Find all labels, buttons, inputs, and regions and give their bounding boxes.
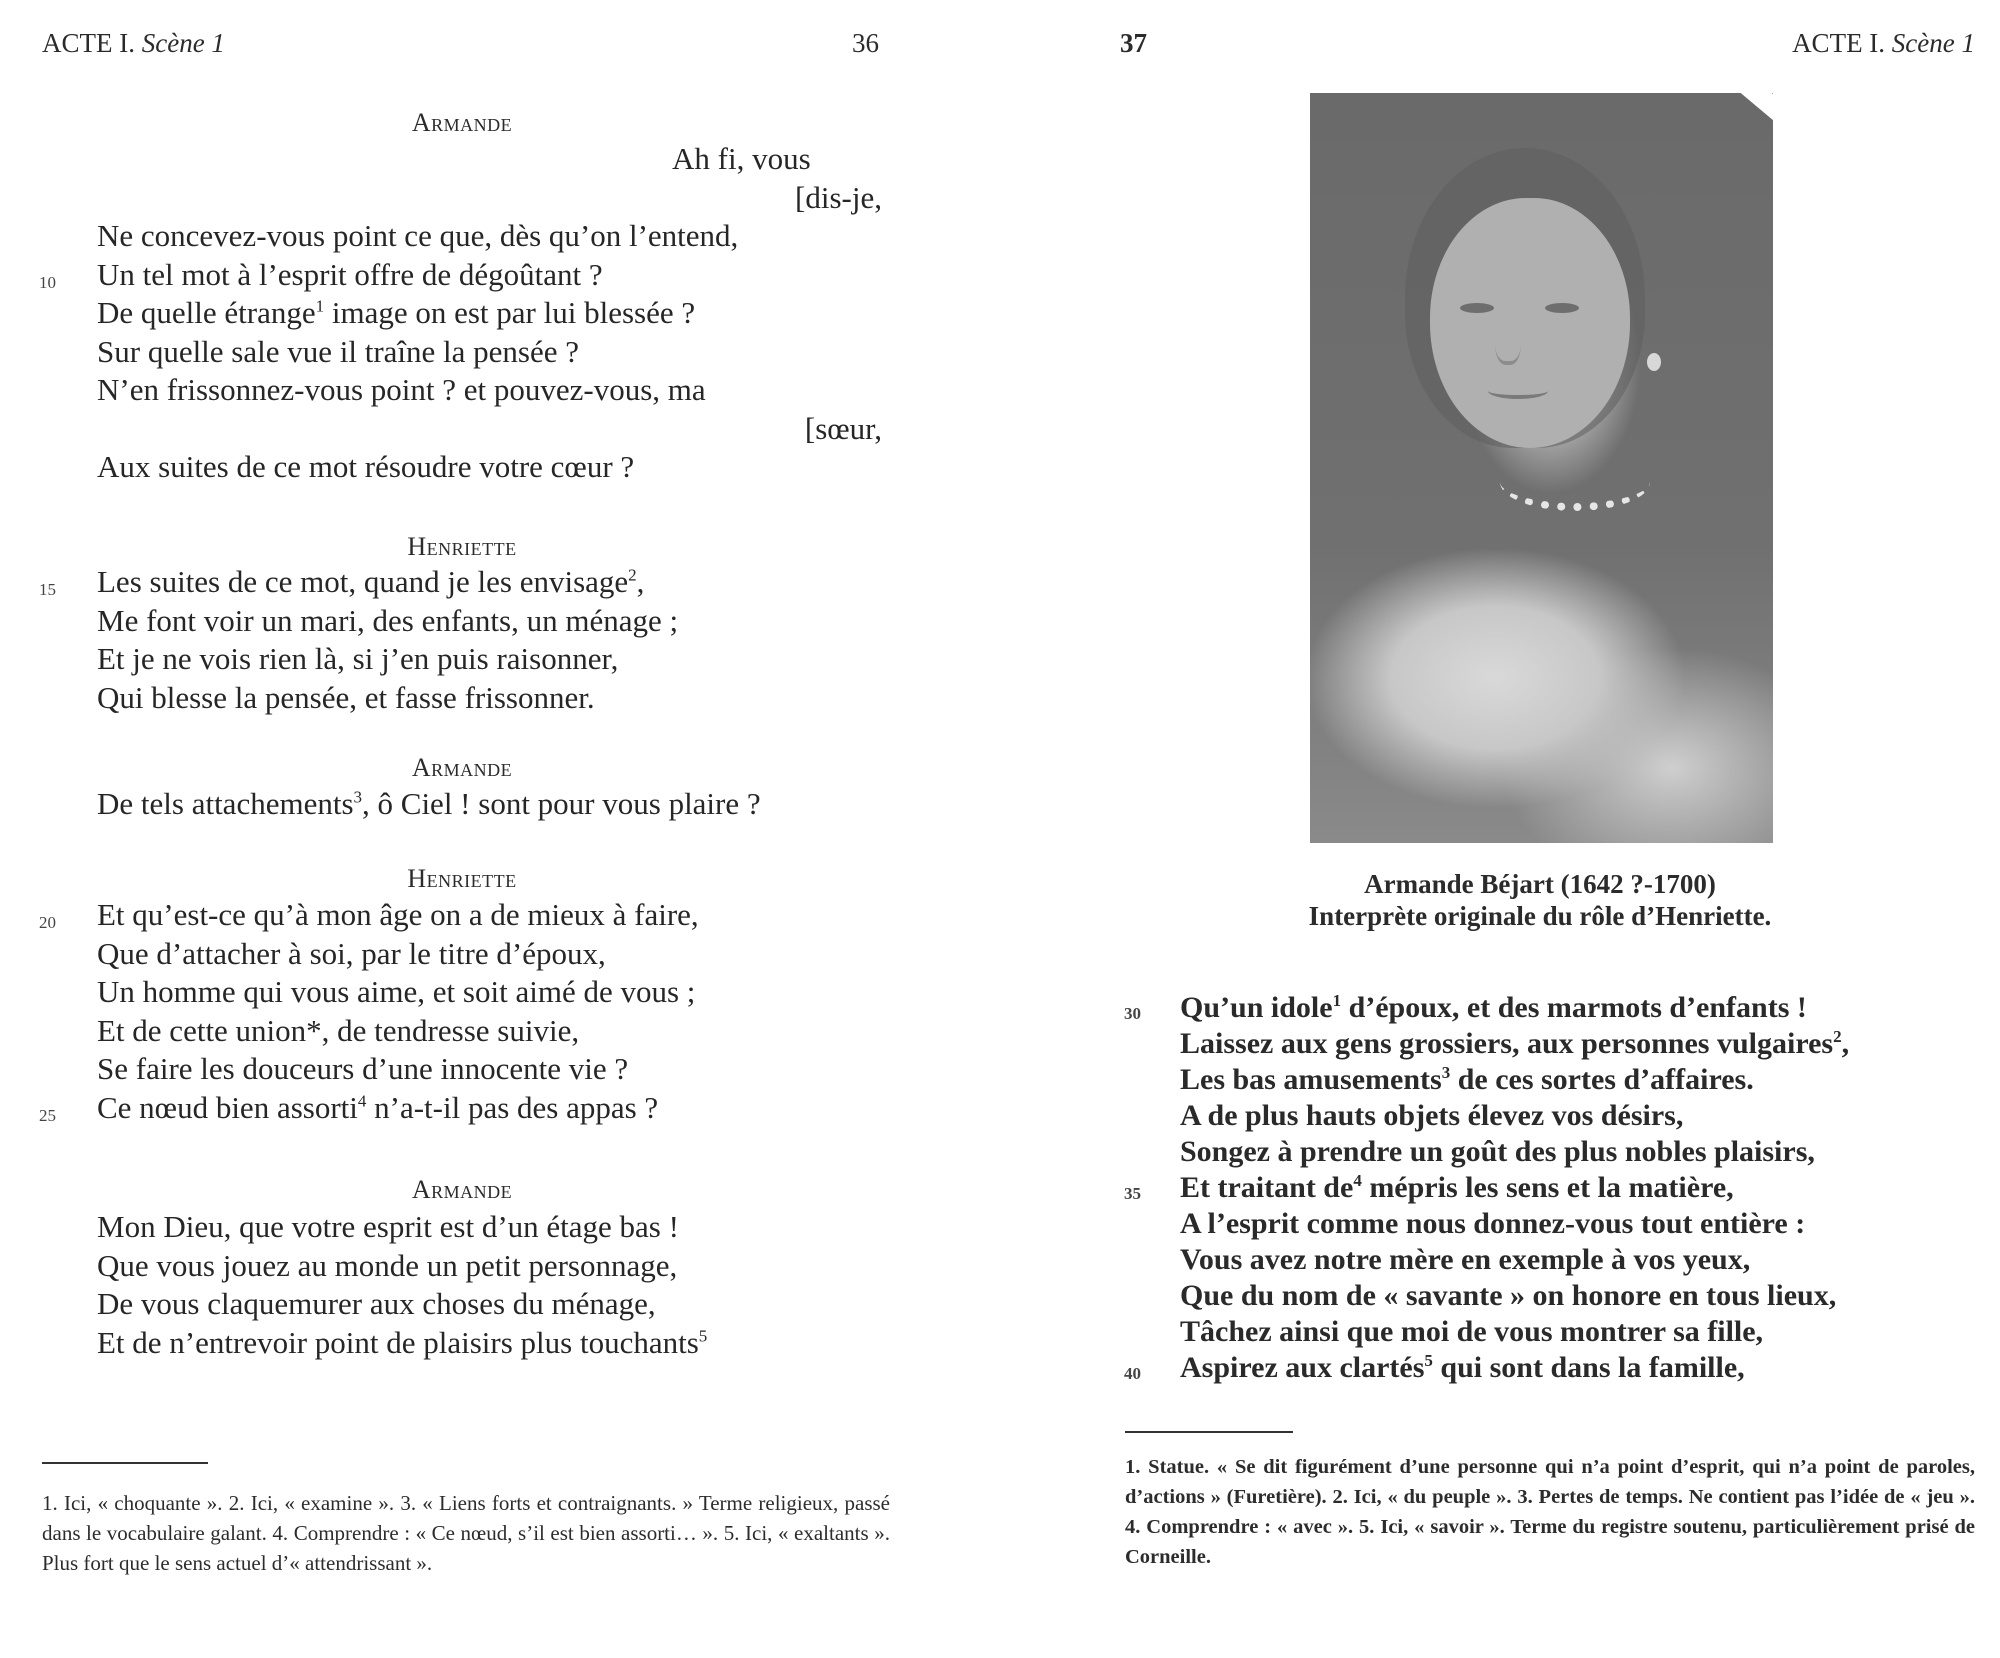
verse-line: [97, 1012, 699, 1051]
verse-line: [1180, 1062, 1849, 1098]
verse-line: [97, 973, 699, 1012]
verse-text: Songez à prendre un goût des plus nobles plaisirs,: [1180, 1135, 1815, 1168]
portrait-earring: [1647, 353, 1661, 371]
verse-text: N’en frissonnez-vous point ? et pouvez-vous, ma: [97, 372, 706, 407]
verse-text: [sœur,: [804, 410, 882, 446]
verse-text: Et de cette union*, de tendresse suivie,: [97, 1012, 580, 1048]
running-head-left: [42, 28, 225, 58]
footnote-ref: 5: [1424, 1351, 1433, 1370]
verse-text: A l’esprit comme nous donnez-vous tout entière :: [1180, 1207, 1806, 1240]
right-page: [1040, 0, 2000, 1658]
portrait-nose: [1495, 313, 1521, 365]
verse-text: qui sont dans la famille,: [1432, 1351, 1745, 1384]
verse-text: Un homme qui vous aime, et soit aimé de vous ;: [97, 974, 696, 1009]
page-number-37: 37: [1120, 28, 1147, 58]
verse-line: [1124, 1170, 1849, 1206]
verse-line: [97, 294, 882, 333]
verse-line: [1124, 1350, 1849, 1386]
verse-text: Et de n’entrevoir point de plaisirs plus touchants: [97, 1324, 699, 1360]
portrait-face: [1430, 198, 1630, 448]
footnote-divider: [42, 1462, 208, 1464]
footnote-ref: 4: [357, 1091, 367, 1111]
verse-line: [97, 679, 678, 718]
footnote-ref: 2: [1833, 1027, 1842, 1046]
verse-block: [97, 1208, 707, 1362]
line-number: 35: [1124, 1184, 1141, 1203]
verse-block: [1124, 990, 1850, 1386]
verse-text: Qu’un idole: [1180, 991, 1333, 1024]
verse-line: [97, 1050, 699, 1089]
verse-line: [97, 640, 678, 679]
verse-text: Que d’attacher à soi, par le titre d’époux,: [97, 935, 606, 971]
verse-text: Et traitant de: [1180, 1171, 1354, 1204]
verse-text: Tâchez ainsi que moi de vous montrer sa fille,: [1180, 1315, 1764, 1348]
footnote-ref: 3: [1441, 1063, 1451, 1082]
line-number: 10: [39, 272, 56, 292]
verse-text: De quelle étrange: [97, 295, 316, 330]
verse-text: Ah fi, vous: [672, 141, 811, 176]
verse-block: [97, 785, 761, 824]
footnote-ref: 1: [1332, 991, 1342, 1010]
verse-text: Ce nœud bien assorti: [97, 1089, 358, 1125]
portrait-pearl-necklace: [1500, 453, 1650, 511]
verse-line: [97, 217, 882, 256]
verse-line: [97, 1208, 707, 1247]
book-gutter: [960, 0, 1040, 1658]
speaker-name: Henriette: [407, 864, 517, 893]
verse-line: [97, 179, 882, 218]
footnotes-left: [42, 1488, 890, 1578]
footnote-text: 1. Statue. « Se dit figurément d’une personne qui n’a point d’esprit, qui n’a point de paroles, d’actions » (Furetière). 2. Ici, « du peuple ». 3. Pertes de temps. Ne contient pas l’idée de « jeu ». 4. Comprendre : « avec ». 5. Ici, « savoir ». Terme du registre soutenu, particulièrement prisé de Corneille.: [1125, 1456, 1975, 1568]
verse-block: [39, 896, 699, 1127]
page-number-36: 36: [852, 28, 879, 58]
verse-line: [97, 785, 761, 824]
verse-line: [97, 410, 882, 449]
portrait-eye: [1545, 303, 1579, 313]
left-page: [0, 0, 960, 1658]
portrait-eye: [1460, 303, 1494, 313]
verse-text: Que du nom de « savante » on honore en tous lieux,: [1180, 1279, 1837, 1312]
verse-text: image on est par lui blessée ?: [324, 295, 696, 330]
caption-title: Armande Béjart (1642 ?-1700): [1364, 869, 1716, 899]
verse-line: [1180, 1206, 1849, 1242]
scene-label: Scène 1: [141, 28, 225, 58]
speaker-name: Armande: [411, 753, 513, 782]
footnote-ref: 2: [628, 565, 637, 585]
speaker-name: Henriette: [407, 532, 517, 561]
scene-label: Scène 1: [1891, 28, 1975, 58]
verse-text: Laissez aux gens grossiers, aux personnes vulgaires: [1180, 1027, 1834, 1060]
verse-text: Me font voir un mari, des enfants, un ménage ;: [97, 602, 679, 638]
line-number: 25: [39, 1105, 56, 1125]
verse-text: ,: [636, 564, 645, 599]
line-number: 20: [39, 913, 56, 932]
speaker-name: Armande: [411, 1175, 513, 1204]
portrait-mouth: [1488, 383, 1548, 399]
line-number: 40: [1124, 1364, 1141, 1383]
verse-text: Vous avez notre mère en exemple à vos yeux,: [1180, 1243, 1751, 1276]
verse-text: De tels attachements: [97, 786, 354, 821]
footnote-ref: 3: [353, 787, 363, 807]
verse-line: [1180, 1278, 1849, 1314]
verse-line: [97, 371, 882, 410]
footnote-ref: 5: [698, 1326, 708, 1346]
verse-line: [39, 256, 882, 295]
verse-line: [39, 563, 678, 602]
verse-line: [1124, 990, 1849, 1026]
verse-line: [39, 896, 699, 935]
verse-text: Et je ne vois rien là, si j’en puis raisonner,: [97, 641, 619, 676]
verse-block: [39, 140, 882, 487]
verse-block: [39, 563, 679, 717]
verse-text: Et qu’est-ce qu’à mon âge on a de mieux à faire,: [97, 897, 699, 932]
line-number: 15: [39, 580, 56, 599]
footnote-ref: 1: [315, 296, 325, 316]
verse-text: Sur quelle sale vue il traîne la pensée ?: [97, 333, 580, 369]
verse-text: Un tel mot à l’esprit offre de dégoûtant ?: [97, 256, 603, 292]
verse-text: Les suites de ce mot, quand je les envisage: [97, 564, 629, 599]
verse-line: [39, 1089, 699, 1128]
caption-subtitle: Interprète originale du rôle d’Henriette.: [1308, 901, 1772, 931]
verse-line: [97, 602, 678, 641]
portrait-torn-corner: [1732, 93, 1773, 124]
verse-text: A de plus hauts objets élevez vos désirs,: [1180, 1099, 1684, 1132]
verse-text: Aux suites de ce mot résoudre votre cœur ?: [97, 449, 635, 484]
speaker-name: Armande: [411, 108, 513, 137]
footnotes-right: [1125, 1452, 1975, 1572]
act-label: ACTE I.: [42, 28, 135, 58]
verse-line: [1180, 1098, 1849, 1134]
verse-line: [1180, 1134, 1849, 1170]
act-label: ACTE I.: [1792, 28, 1886, 58]
verse-line: [1180, 1314, 1849, 1350]
verse-text: Les bas amusements: [1180, 1063, 1442, 1096]
portrait-image: [1310, 93, 1773, 843]
verse-text: ,: [1841, 1027, 1850, 1060]
verse-text: [dis-je,: [795, 179, 882, 215]
verse-text: Se faire les douceurs d’une innocente vie ?: [97, 1051, 629, 1086]
verse-line: [97, 1324, 707, 1363]
verse-text: n’a-t-il pas des appas ?: [366, 1089, 659, 1125]
verse-line: [97, 448, 882, 487]
verse-line: [1180, 1242, 1849, 1278]
verse-text: , ô Ciel ! sont pour vous plaire ?: [362, 786, 761, 821]
verse-line: [97, 935, 699, 974]
portrait-caption: [1150, 868, 1930, 932]
footnote-text: 1. Ici, « choquante ». 2. Ici, « examine ». 3. « Liens forts et contraignants. » Terme religieux, passé dans le vocabulaire galant. 4. Comprendre : « Ce nœud, s’il est bien assorti… ». 5. Ici, « exaltants ». Plus fort que le sens actuel d’« attendrissant ».: [42, 1491, 890, 1575]
footnote-ref: 4: [1353, 1171, 1362, 1190]
footnote-divider: [1125, 1431, 1293, 1433]
verse-line: [97, 333, 882, 372]
verse-text: Mon Dieu, que votre esprit est d’un étage bas !: [97, 1209, 679, 1244]
line-number: 30: [1124, 1004, 1141, 1023]
verse-line: [1180, 1026, 1849, 1062]
verse-text: de ces sortes d’affaires.: [1450, 1063, 1754, 1096]
verse-text: Qui blesse la pensée, et fasse frissonner.: [97, 679, 595, 715]
verse-text: d’époux, et des marmots d’enfants !: [1341, 991, 1807, 1024]
verse-line: [97, 1247, 707, 1286]
verse-text: Aspirez aux clartés: [1180, 1351, 1425, 1384]
running-head-right: [1792, 28, 1975, 58]
verse-text: De vous claquemurer aux choses du ménage,: [97, 1286, 656, 1321]
verse-text: Ne concevez-vous point ce que, dès qu’on l’entend,: [97, 218, 739, 253]
verse-line: [97, 140, 882, 179]
verse-line: [97, 1285, 707, 1324]
verse-text: Que vous jouez au monde un petit personnage,: [97, 1247, 678, 1283]
verse-text: mépris les sens et la matière,: [1361, 1171, 1734, 1204]
